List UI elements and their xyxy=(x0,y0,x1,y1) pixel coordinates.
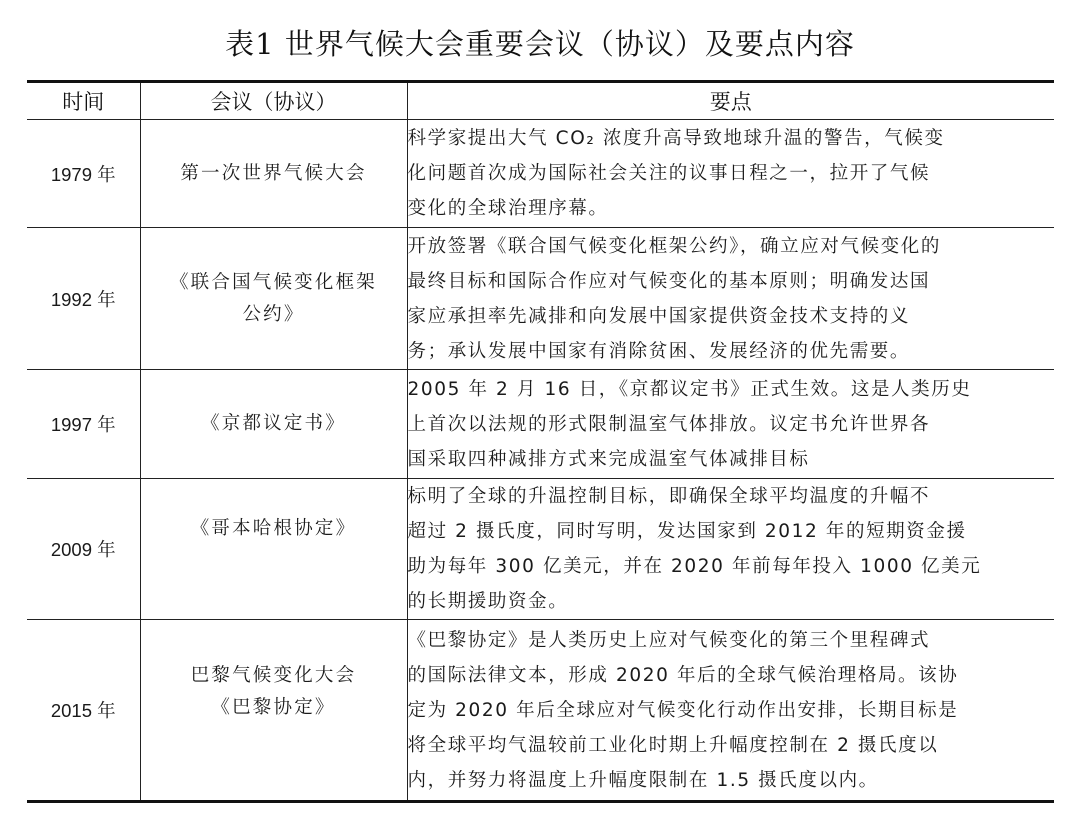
points-line: 开放签署《联合国气候变化框架公约》，确立应对气候变化的 xyxy=(407,235,941,257)
points-line: 最终目标和国际合作应对气候变化的基本原则；明确发达国 xyxy=(407,270,931,292)
meeting-line: 《哥本哈根协定》 xyxy=(190,518,357,539)
climate-conference-table xyxy=(27,80,1054,803)
year-cell: 2015 年 xyxy=(27,620,140,802)
meeting-cell xyxy=(140,479,407,620)
header-time: 时间 xyxy=(27,82,140,120)
year-cell: 1979 年 xyxy=(27,120,140,228)
points-line: 2005 年 2 月 16 日，《京都议定书》正式生效。这是人类历史 xyxy=(407,378,972,400)
table-row xyxy=(27,620,1054,802)
table-row xyxy=(27,370,1054,479)
meeting-line: 《联合国气候变化框架 xyxy=(169,271,377,293)
table-row xyxy=(27,479,1054,620)
points-line: 家应承担率先减排和向发展中国家提供资金技术支持的义 xyxy=(407,305,911,327)
points-line: 助为每年 300 亿美元，并在 2020 年前每年投入 1000 亿美元 xyxy=(407,556,982,577)
points-line: 《巴黎协定》是人类历史上应对气候变化的第三个里程碑式 xyxy=(407,629,931,651)
meeting-line: 巴黎气候变化大会 xyxy=(190,665,357,686)
year-cell: 1997 年 xyxy=(27,370,140,479)
points-line: 定为 2020 年后全球应对气候变化行动作出安排，长期目标是 xyxy=(407,699,959,721)
year-cell: 1992 年 xyxy=(27,228,140,370)
points-cell xyxy=(407,370,1054,479)
meeting-cell xyxy=(140,120,407,228)
points-line: 的长期援助资金。 xyxy=(407,591,569,612)
table-header-row xyxy=(27,82,1054,120)
points-cell xyxy=(407,620,1054,802)
header-meeting: 会议（协议） xyxy=(140,82,407,120)
points-line: 上首次以法规的形式限制温室气体排放。议定书允许世界各 xyxy=(407,413,931,435)
points-cell xyxy=(407,120,1054,228)
meeting-line: 《巴黎协定》 xyxy=(211,697,336,718)
points-line: 内，并努力将温度上升幅度限制在 1.5 摄氏度以内。 xyxy=(407,769,879,791)
table-title: 表1 世界气候大会重要会议（协议）及要点内容 xyxy=(225,27,855,61)
header-points: 要点 xyxy=(407,82,1054,120)
meeting-cell xyxy=(140,228,407,370)
points-line: 变化的全球治理序幕。 xyxy=(407,198,609,219)
meeting-line: 《京都议定书》 xyxy=(201,413,346,434)
meeting-cell xyxy=(140,620,407,802)
meeting-line: 第一次世界气候大会 xyxy=(180,162,367,184)
points-line: 化问题首次成为国际社会关注的议事日程之一，拉开了气候 xyxy=(407,163,931,184)
points-line: 将全球平均气温较前工业化时期上升幅度控制在 2 摄氏度以 xyxy=(407,734,939,756)
table-row xyxy=(27,120,1054,228)
points-line: 标明了全球的升温控制目标，即确保全球平均温度的升幅不 xyxy=(407,486,931,507)
points-line: 科学家提出大气 CO₂ 浓度升高导致地球升温的警告，气候变 xyxy=(407,128,945,149)
points-line: 国采取四种减排方式来完成温室气体减排目标 xyxy=(407,448,810,470)
points-line: 务；承认发展中国家有消除贫困、发展经济的优先需要。 xyxy=(407,340,911,362)
meeting-line: 公约》 xyxy=(242,303,305,325)
points-cell xyxy=(407,228,1054,370)
points-cell xyxy=(407,479,1054,620)
year-cell: 2009 年 xyxy=(27,479,140,620)
table-row xyxy=(27,228,1054,370)
points-line: 超过 2 摄氏度，同时写明，发达国家到 2012 年的短期资金援 xyxy=(407,521,967,542)
points-line: 的国际法律文本，形成 2020 年后的全球气候治理格局。该协 xyxy=(407,664,959,686)
meeting-cell xyxy=(140,370,407,479)
